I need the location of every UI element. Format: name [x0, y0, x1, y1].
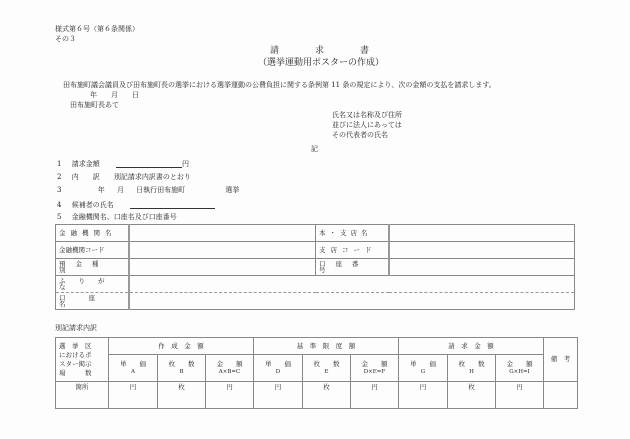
date-line: 年 月 日: [90, 91, 139, 99]
yen-suffix: 円: [181, 160, 189, 168]
signature-line-1: 氏名又は名称及び住所: [332, 111, 402, 119]
bank-code-label: 金融機関コード: [56, 242, 129, 259]
col-unit-price-d: 単 価 D: [254, 355, 303, 382]
item-number: 3: [57, 186, 62, 194]
remarks-header: 備 考: [544, 338, 578, 382]
intro-text: 田布施町議会議員及び田布施町長の選挙における選挙運動の公費負担に関する条例第 11 条の規定により、次の金額の支払を請求します。: [63, 81, 496, 89]
year-label: 年: [97, 186, 105, 194]
remarks-cell[interactable]: [544, 382, 578, 409]
sites-cell[interactable]: 箇所: [56, 382, 109, 409]
form-subtitle: （選挙運動用ポスターの作成）: [258, 58, 385, 68]
furigana-field[interactable]: [129, 276, 575, 293]
col-unit-price-a: 単 価 A: [109, 355, 158, 382]
form-sub-number: その３: [55, 35, 76, 43]
table-row: [56, 382, 578, 409]
standard-limit-header: 基 準 限 度 額: [254, 338, 399, 355]
count-h-cell[interactable]: 枚: [448, 382, 496, 409]
account-number-label: 口座番号: [316, 259, 389, 276]
signature-line-3: その代表者の氏名: [332, 131, 388, 139]
col-amount-f: 金 額 D×E=F: [351, 355, 399, 382]
count-b-cell[interactable]: 枚: [158, 382, 206, 409]
col-amount-i: 金 額 G×H=I: [496, 355, 544, 382]
account-name-field[interactable]: [129, 293, 575, 310]
account-name-label: 口座名: [56, 293, 129, 310]
item-4: [57, 201, 215, 209]
item-label: 請求金額: [71, 160, 100, 168]
claim-amount-field[interactable]: [116, 160, 182, 168]
col-count-e: 枚 数 E: [303, 355, 351, 382]
election-label: 選挙: [225, 186, 240, 194]
header-line: 場 数: [59, 368, 92, 377]
col-unit-price-g: 単 価 G: [399, 355, 448, 382]
item-3: [57, 187, 239, 194]
branch-code-label: 支店コード: [316, 242, 389, 259]
item-value: 別記請求内訳書のとおり: [113, 173, 191, 181]
item-2: [57, 174, 191, 181]
item-label: 内 訳: [71, 173, 100, 181]
breakdown-heading: 別記請求内訳: [55, 324, 97, 332]
bank-name-label: 金融機関名: [56, 225, 129, 242]
item-number: 5: [57, 213, 62, 221]
amount-i-cell[interactable]: 円: [496, 382, 544, 409]
col-count-b: 枚 数 B: [158, 355, 206, 382]
form-title: 請 求 書: [270, 46, 370, 56]
item-number: 4: [57, 201, 62, 209]
account-number-field[interactable]: [389, 259, 575, 276]
poster-sites-header: [56, 338, 109, 382]
production-amount-header: 作 成 金 額: [109, 338, 254, 355]
header-line: におけるポ: [59, 350, 92, 359]
day-label: 日執行田布施町: [136, 186, 186, 194]
item-label: 金融機関名、口座名及び口座番号: [71, 213, 177, 221]
candidate-name-field[interactable]: [130, 201, 215, 209]
item-number: 2: [57, 173, 62, 181]
item-number: 1: [57, 160, 62, 168]
ki-marker: 記: [311, 145, 318, 153]
deposit-type-field[interactable]: [129, 259, 316, 276]
branch-code-field[interactable]: [389, 242, 575, 259]
bank-code-field[interactable]: [129, 242, 316, 259]
bank-name-field[interactable]: [129, 225, 316, 242]
item-label: 候補者の氏名: [71, 201, 114, 209]
month-label: 月: [116, 186, 124, 194]
breakdown-table: [55, 337, 578, 409]
item-1: [57, 160, 189, 168]
deposit-type-label: 預金種別: [56, 259, 129, 276]
unit-price-a-cell[interactable]: 円: [109, 382, 158, 409]
count-e-cell[interactable]: 枚: [303, 382, 351, 409]
branch-name-field[interactable]: [389, 225, 575, 242]
bank-account-table: [55, 224, 575, 310]
addressee: 田布施町長あて: [70, 101, 119, 109]
unit-price-d-cell[interactable]: 円: [254, 382, 303, 409]
item-5: [57, 214, 177, 221]
col-amount-c: 金 額 A×B=C: [206, 355, 254, 382]
claim-amount-header: 請 求 金 額: [399, 338, 544, 355]
signature-line-2: 並びに法人にあっては: [332, 121, 402, 129]
header-line: スター掲示: [59, 359, 92, 368]
amount-c-cell[interactable]: 円: [206, 382, 254, 409]
branch-name-label: 本・支店名: [316, 225, 389, 242]
furigana-label: ふりがな: [56, 276, 129, 293]
unit-price-g-cell[interactable]: 円: [399, 382, 448, 409]
form-number: 様式第６号（第６条関係）: [55, 25, 139, 33]
col-count-h: 枚 数 H: [448, 355, 496, 382]
amount-f-cell[interactable]: 円: [351, 382, 399, 409]
header-line: 選 挙 区: [59, 341, 92, 350]
